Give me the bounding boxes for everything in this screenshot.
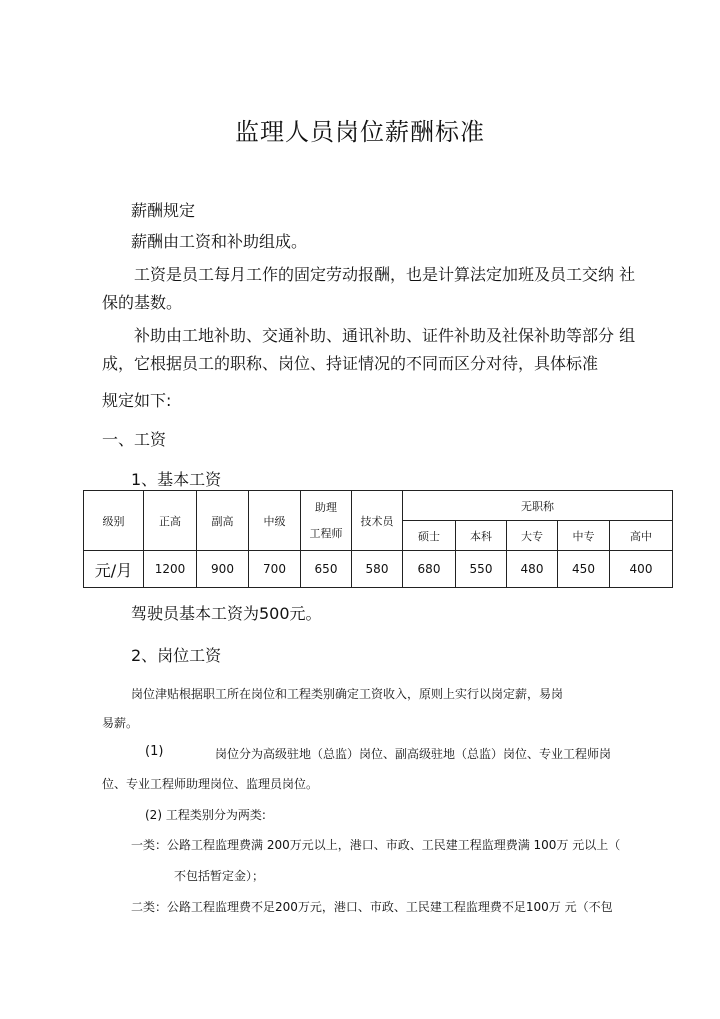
section-heading-salary-rules: 薪酬规定 [131,201,196,220]
paragraph-line: 保的基数。 [102,293,183,312]
page-title: 监理人员岗位薪酬标准 [235,118,485,146]
class-one-line: 不包括暂定金）； [174,869,265,883]
section-heading-wages: 一、工资 [102,430,167,449]
value-senior: 1200 [144,551,197,588]
header-master: 硕士 [403,521,456,551]
header-technician: 技术员 [352,491,403,551]
driver-wage-note: 驾驶员基本工资为500元。 [131,604,322,623]
paragraph-line: 易薪。 [102,716,139,730]
intro-line: 薪酬由工资和补助组成。 [131,232,308,251]
list-number: (1) [145,744,164,759]
value-high-school: 400 [610,551,673,588]
class-two-line: 二类：公路工程监理费不足200万元，港口、市政、工民建工程监理费不足100万 元（不包 [131,900,613,914]
paragraph-line: 规定如下: [102,391,172,410]
paragraph-line: 工资是员工每月工作的固定劳动报酬，也是计算法定加班及员工交纳 社 [134,265,636,284]
header-college: 大专 [507,521,558,551]
value-intermediate: 700 [249,551,301,588]
header-high-school: 高中 [610,521,673,551]
header-assistant-line2: 工程师 [309,526,343,540]
header-intermediate: 中级 [249,491,301,551]
class-one-line: 一类：公路工程监理费满 200万元以上，港口、市政、工民建工程监理费满 100万 元以上（ [131,838,621,852]
header-no-title: 无职称 [403,491,673,521]
header-assistant-line1: 助理 [315,500,337,514]
paragraph-line: 岗位津贴根据职工所在岗位和工程类别确定工资收入，原则上实行以岗定薪，易岗 [131,687,564,701]
header-technical-school: 中专 [558,521,610,551]
value-deputy-senior: 900 [197,551,249,588]
value-bachelor: 550 [456,551,507,588]
value-master: 680 [403,551,456,588]
value-assistant-engineer: 650 [301,551,352,588]
base-wage-table [83,490,673,588]
row-label-yuan-per-month: 元/月 [84,551,144,588]
header-level: 级别 [84,491,144,551]
list-item-text: 位、专业工程师助理岗位、监理员岗位。 [102,777,319,791]
paragraph-line: 成，它根据员工的职称、岗位、持证情况的不同而区分对待，具体标准 [102,354,599,373]
paragraph-line: 补助由工地补助、交通补助、通讯补助、证件补助及社保补助等部分 组 [134,326,636,345]
value-college: 480 [507,551,558,588]
header-deputy-senior: 副高 [197,491,249,551]
value-technical-school: 450 [558,551,610,588]
header-assistant-engineer [301,491,352,551]
subsection-heading-post-wage: 2、岗位工资 [131,646,222,665]
list-item-text: (2) 工程类别分为两类: [145,808,266,822]
header-senior: 正高 [144,491,197,551]
list-item-text: 岗位分为高级驻地（总监）岗位、副高级驻地（总监）岗位、专业工程师岗 [215,747,612,761]
value-technician: 580 [352,551,403,588]
subsection-heading-base-wage: 1、基本工资 [131,470,222,489]
header-bachelor: 本科 [456,521,507,551]
